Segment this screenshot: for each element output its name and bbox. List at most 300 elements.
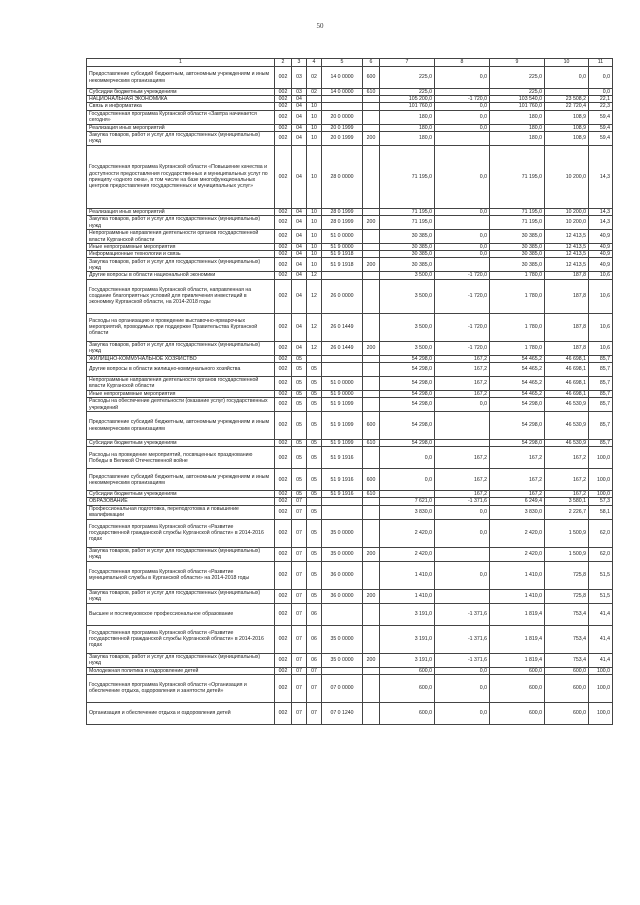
col-6-cell: [363, 447, 380, 469]
col-10-cell: 12 413,5: [545, 258, 589, 272]
col-2-cell: 002: [275, 272, 292, 279]
col-5-cell: 51 9 1918: [322, 258, 363, 272]
row-name: Закупка товаров, работ и услуг для государственных (муниципальных) нужд: [87, 258, 275, 272]
col-6-cell: [363, 124, 380, 131]
column-header: 6: [363, 59, 380, 67]
row-name: Субсидии бюджетным учреждениям: [87, 440, 275, 447]
col-9-cell: 30 385,0: [490, 230, 545, 244]
row-name: Высшее и послевузовское профессиональное образование: [87, 603, 275, 625]
row-name: Расходы на организацию и проведение выставочно-ярмарочных мероприятий, проводимых при поддержке Правительства Курганской области: [87, 313, 275, 341]
col-9-cell: 600,0: [490, 667, 545, 674]
col-8-cell: 0,0: [435, 67, 490, 89]
table-row: [87, 498, 613, 505]
table-row: [87, 131, 613, 145]
col-5-cell: 36 0 0000: [322, 561, 363, 589]
table-row: [87, 279, 613, 313]
col-4-cell: 05: [307, 469, 322, 491]
col-3-cell: 07: [292, 547, 307, 561]
col-2-cell: 002: [275, 674, 292, 702]
col-8-cell: -1 720,0: [435, 313, 490, 341]
col-11-cell: 10,6: [589, 272, 613, 279]
col-11-cell: 14,3: [589, 145, 613, 208]
col-7-cell: [380, 491, 435, 498]
col-6-cell: 610: [363, 440, 380, 447]
col-2-cell: 002: [275, 412, 292, 440]
col-3-cell: 05: [292, 355, 307, 362]
col-5-cell: 35 0 0000: [322, 547, 363, 561]
table-row: [87, 519, 613, 547]
col-3-cell: 03: [292, 89, 307, 96]
col-4-cell: 10: [307, 208, 322, 215]
col-6-cell: 200: [363, 653, 380, 667]
col-3-cell: 05: [292, 469, 307, 491]
col-10-cell: 0,0: [545, 67, 589, 89]
col-8-cell: -1 371,6: [435, 603, 490, 625]
row-name: Непрограммные направления деятельности органов государственной власти Курганской области: [87, 376, 275, 390]
col-8-cell: 0,0: [435, 124, 490, 131]
col-10-cell: 46 530,9: [545, 398, 589, 412]
row-name: Закупка товаров, работ и услуг для государственных (муниципальных) нужд: [87, 547, 275, 561]
row-name: ЖИЛИЩНО-КОММУНАЛЬНОЕ ХОЗЯЙСТВО: [87, 355, 275, 362]
col-10-cell: 753,4: [545, 625, 589, 653]
col-6-cell: [363, 96, 380, 103]
col-7-cell: 71 195,0: [380, 208, 435, 215]
col-4-cell: 12: [307, 272, 322, 279]
col-5-cell: 35 0 0000: [322, 625, 363, 653]
col-10-cell: 1 500,9: [545, 547, 589, 561]
col-5-cell: 36 0 0000: [322, 589, 363, 603]
col-4-cell: 05: [307, 440, 322, 447]
col-5-cell: 51 9 1916: [322, 469, 363, 491]
col-9-cell: 2 420,0: [490, 547, 545, 561]
col-9-cell: 54 298,0: [490, 412, 545, 440]
col-7-cell: 54 298,0: [380, 440, 435, 447]
row-name: Иные непрограммные мероприятия: [87, 244, 275, 251]
col-11-cell: 41,4: [589, 653, 613, 667]
col-5-cell: 07 0 0000: [322, 674, 363, 702]
col-3-cell: 07: [292, 674, 307, 702]
table-row: [87, 603, 613, 625]
col-4-cell: 06: [307, 653, 322, 667]
column-header: 10: [545, 59, 589, 67]
col-7-cell: 30 385,0: [380, 251, 435, 258]
col-4-cell: 10: [307, 103, 322, 110]
col-5-cell: 07 0 1240: [322, 702, 363, 724]
col-6-cell: [363, 625, 380, 653]
col-7-cell: 3 830,0: [380, 505, 435, 519]
col-2-cell: 002: [275, 561, 292, 589]
col-9-cell: 71 195,0: [490, 216, 545, 230]
col-10-cell: 46 698,1: [545, 376, 589, 390]
table-row: [87, 625, 613, 653]
col-4-cell: 05: [307, 589, 322, 603]
col-6-cell: [363, 313, 380, 341]
col-9-cell: 1 780,0: [490, 341, 545, 355]
col-10-cell: 108,9: [545, 124, 589, 131]
col-11-cell: 85,7: [589, 390, 613, 397]
col-6-cell: 610: [363, 491, 380, 498]
col-9-cell: 71 195,0: [490, 145, 545, 208]
col-6-cell: [363, 362, 380, 376]
col-3-cell: 05: [292, 440, 307, 447]
col-9-cell: 225,0: [490, 67, 545, 89]
col-4-cell: 05: [307, 505, 322, 519]
col-11-cell: 100,0: [589, 674, 613, 702]
table-row: [87, 313, 613, 341]
col-4-cell: 02: [307, 89, 322, 96]
col-8-cell: 167,2: [435, 447, 490, 469]
col-4-cell: 10: [307, 216, 322, 230]
col-11-cell: 85,7: [589, 376, 613, 390]
col-6-cell: 600: [363, 469, 380, 491]
col-5-cell: 51 9 1916: [322, 447, 363, 469]
table-row: [87, 376, 613, 390]
row-name: Непрограммные направления деятельности органов государственной власти Курганской области: [87, 230, 275, 244]
page-number: 50: [316, 22, 324, 30]
col-6-cell: [363, 376, 380, 390]
col-10-cell: 46 698,1: [545, 390, 589, 397]
col-8-cell: 167,2: [435, 469, 490, 491]
col-9-cell: 167,2: [490, 447, 545, 469]
col-3-cell: 04: [292, 244, 307, 251]
col-4-cell: 10: [307, 251, 322, 258]
table-row: [87, 447, 613, 469]
row-name: Связь и информатика: [87, 103, 275, 110]
row-name: Профессиональная подготовка, переподготовка и повышение квалификации: [87, 505, 275, 519]
col-11-cell: 59,4: [589, 124, 613, 131]
col-10-cell: 46 530,9: [545, 440, 589, 447]
col-9-cell: 71 195,0: [490, 208, 545, 215]
col-11-cell: 85,7: [589, 355, 613, 362]
row-name: Закупка товаров, работ и услуг для государственных (муниципальных) нужд: [87, 589, 275, 603]
col-2-cell: 002: [275, 547, 292, 561]
row-name: Закупка товаров, работ и услуг для государственных (муниципальных) нужд: [87, 653, 275, 667]
table-row: [87, 589, 613, 603]
col-5-cell: 51 9 1916: [322, 491, 363, 498]
col-5-cell: 14 0 0000: [322, 89, 363, 96]
table-row: [87, 124, 613, 131]
col-11-cell: 0,0: [589, 67, 613, 89]
col-8-cell: 167,2: [435, 491, 490, 498]
col-10-cell: 187,8: [545, 313, 589, 341]
col-9-cell: 54 465,2: [490, 355, 545, 362]
col-9-cell: 30 385,0: [490, 244, 545, 251]
col-11-cell: 58,1: [589, 505, 613, 519]
col-5-cell: 35 0 0000: [322, 519, 363, 547]
col-7-cell: 3 191,0: [380, 653, 435, 667]
col-8-cell: [435, 589, 490, 603]
col-6-cell: [363, 519, 380, 547]
col-5-cell: [322, 362, 363, 376]
col-7-cell: 3 500,0: [380, 313, 435, 341]
col-8-cell: 0,0: [435, 251, 490, 258]
col-3-cell: 07: [292, 603, 307, 625]
table-row: [87, 505, 613, 519]
col-5-cell: 51 0 0000: [322, 230, 363, 244]
col-3-cell: 07: [292, 505, 307, 519]
col-5-cell: 26 0 1449: [322, 313, 363, 341]
col-10-cell: 108,9: [545, 110, 589, 124]
col-7-cell: 180,0: [380, 124, 435, 131]
table-row: [87, 674, 613, 702]
col-2-cell: 002: [275, 667, 292, 674]
col-6-cell: 200: [363, 589, 380, 603]
col-4-cell: 05: [307, 412, 322, 440]
column-header: 7: [380, 59, 435, 67]
col-4-cell: 05: [307, 519, 322, 547]
col-5-cell: 51 9 1099: [322, 440, 363, 447]
col-3-cell: 07: [292, 519, 307, 547]
col-3-cell: 07: [292, 625, 307, 653]
col-2-cell: 002: [275, 313, 292, 341]
col-10-cell: 725,8: [545, 589, 589, 603]
col-8-cell: 0,0: [435, 110, 490, 124]
row-name: Закупка товаров, работ и услуг для государственных (муниципальных) нужд: [87, 216, 275, 230]
col-6-cell: [363, 398, 380, 412]
col-9-cell: 54 298,0: [490, 398, 545, 412]
col-9-cell: 1 780,0: [490, 272, 545, 279]
col-10-cell: 187,8: [545, 279, 589, 313]
col-2-cell: 002: [275, 505, 292, 519]
table-row: [87, 362, 613, 376]
col-4-cell: 10: [307, 131, 322, 145]
col-6-cell: [363, 561, 380, 589]
col-4-cell: 10: [307, 230, 322, 244]
col-6-cell: [363, 110, 380, 124]
col-9-cell: 1 410,0: [490, 589, 545, 603]
row-name: Другие вопросы в области национальной экономики: [87, 272, 275, 279]
col-7-cell: 1 410,0: [380, 589, 435, 603]
col-4-cell: 10: [307, 258, 322, 272]
col-9-cell: 1 819,4: [490, 603, 545, 625]
col-2-cell: 002: [275, 251, 292, 258]
col-11-cell: 22,3: [589, 103, 613, 110]
row-name: Молодежная политика и оздоровление детей: [87, 667, 275, 674]
col-2-cell: 002: [275, 390, 292, 397]
col-6-cell: [363, 702, 380, 724]
col-11-cell: 0,0: [589, 89, 613, 96]
col-11-cell: 40,9: [589, 244, 613, 251]
col-9-cell: 167,2: [490, 491, 545, 498]
col-11-cell: 85,7: [589, 362, 613, 376]
row-name: Государственная программа Курганской области «Развитие государственной гражданской службы Курганской области» в 2014-2016 годах: [87, 519, 275, 547]
col-9-cell: 2 420,0: [490, 519, 545, 547]
col-8-cell: 0,0: [435, 398, 490, 412]
col-3-cell: 04: [292, 124, 307, 131]
col-2-cell: 002: [275, 110, 292, 124]
col-3-cell: 07: [292, 498, 307, 505]
table-row: [87, 110, 613, 124]
col-11-cell: 85,7: [589, 440, 613, 447]
col-9-cell: 167,2: [490, 469, 545, 491]
col-6-cell: [363, 279, 380, 313]
row-name: Предоставление субсидий бюджетным, автономным учреждениям и иным некоммерческим организациям: [87, 67, 275, 89]
col-4-cell: 10: [307, 244, 322, 251]
col-8-cell: 0,0: [435, 103, 490, 110]
col-8-cell: 0,0: [435, 667, 490, 674]
col-10-cell: 600,0: [545, 667, 589, 674]
col-9-cell: 54 465,2: [490, 362, 545, 376]
col-6-cell: [363, 272, 380, 279]
col-5-cell: 20 0 1999: [322, 124, 363, 131]
table-body: [87, 67, 613, 725]
col-7-cell: 0,0: [380, 447, 435, 469]
row-name: Реализация иных мероприятий: [87, 208, 275, 215]
col-3-cell: 04: [292, 258, 307, 272]
col-4-cell: 05: [307, 398, 322, 412]
col-5-cell: 28 0 1999: [322, 216, 363, 230]
row-name: Организация и обеспечение отдыха и оздоровления детей: [87, 702, 275, 724]
col-11-cell: 40,9: [589, 251, 613, 258]
col-6-cell: 600: [363, 67, 380, 89]
col-2-cell: 002: [275, 145, 292, 208]
col-7-cell: 54 298,0: [380, 398, 435, 412]
col-10-cell: 46 530,9: [545, 412, 589, 440]
col-6-cell: [363, 145, 380, 208]
col-2-cell: 002: [275, 603, 292, 625]
col-4-cell: 07: [307, 667, 322, 674]
column-header: 3: [292, 59, 307, 67]
col-8-cell: 0,0: [435, 230, 490, 244]
row-name: Субсидии бюджетным учреждениям: [87, 89, 275, 96]
col-11-cell: 40,9: [589, 230, 613, 244]
col-8-cell: -1 371,6: [435, 625, 490, 653]
col-5-cell: 51 9 0000: [322, 390, 363, 397]
col-8-cell: [435, 131, 490, 145]
col-3-cell: 07: [292, 667, 307, 674]
col-9-cell: 101 760,0: [490, 103, 545, 110]
col-6-cell: [363, 251, 380, 258]
col-11-cell: 59,4: [589, 131, 613, 145]
col-6-cell: 610: [363, 89, 380, 96]
table-row: [87, 469, 613, 491]
col-2-cell: 002: [275, 355, 292, 362]
col-4-cell: [307, 355, 322, 362]
col-8-cell: [435, 216, 490, 230]
col-8-cell: -1 371,6: [435, 653, 490, 667]
table-row: [87, 355, 613, 362]
table-header-row: [87, 59, 613, 67]
col-2-cell: 002: [275, 67, 292, 89]
col-2-cell: 002: [275, 208, 292, 215]
col-11-cell: 62,0: [589, 519, 613, 547]
col-3-cell: 05: [292, 491, 307, 498]
col-10-cell: 600,0: [545, 702, 589, 724]
row-name: Закупка товаров, работ и услуг для государственных (муниципальных) нужд: [87, 131, 275, 145]
col-11-cell: 10,6: [589, 313, 613, 341]
col-2-cell: 002: [275, 589, 292, 603]
col-3-cell: 04: [292, 341, 307, 355]
table-row: [87, 412, 613, 440]
col-11-cell: 100,0: [589, 469, 613, 491]
col-8-cell: 0,0: [435, 674, 490, 702]
col-5-cell: 26 0 0000: [322, 279, 363, 313]
col-7-cell: 225,0: [380, 89, 435, 96]
col-9-cell: 3 830,0: [490, 505, 545, 519]
col-4-cell: 06: [307, 603, 322, 625]
row-name: Государственная программа Курганской области «Завтра начинается сегодня»: [87, 110, 275, 124]
row-name: Другие вопросы в области жилищно-коммунального хозяйства: [87, 362, 275, 376]
col-10-cell: 753,4: [545, 603, 589, 625]
col-3-cell: 05: [292, 390, 307, 397]
row-name: НАЦИОНАЛЬНАЯ ЭКОНОМИКА: [87, 96, 275, 103]
col-2-cell: 002: [275, 653, 292, 667]
column-header: 4: [307, 59, 322, 67]
col-7-cell: 600,0: [380, 702, 435, 724]
col-8-cell: 0,0: [435, 561, 490, 589]
table-row: [87, 216, 613, 230]
col-4-cell: 05: [307, 447, 322, 469]
col-3-cell: 04: [292, 251, 307, 258]
col-3-cell: 04: [292, 272, 307, 279]
col-7-cell: 0,0: [380, 469, 435, 491]
col-9-cell: 54 465,2: [490, 390, 545, 397]
col-5-cell: 26 0 1449: [322, 341, 363, 355]
col-5-cell: 20 0 0000: [322, 110, 363, 124]
table-row: [87, 103, 613, 110]
col-5-cell: [322, 505, 363, 519]
col-4-cell: 10: [307, 110, 322, 124]
row-name: Государственная программа Курганской области «Организация и обеспечение отдыха, оздоровления и занятости детей»: [87, 674, 275, 702]
col-11-cell: 100,0: [589, 491, 613, 498]
col-6-cell: [363, 355, 380, 362]
col-5-cell: 28 0 1999: [322, 208, 363, 215]
col-5-cell: 51 9 1099: [322, 412, 363, 440]
col-7-cell: 54 298,0: [380, 355, 435, 362]
col-7-cell: 3 500,0: [380, 279, 435, 313]
col-2-cell: 002: [275, 258, 292, 272]
col-7-cell: 3 191,0: [380, 625, 435, 653]
col-5-cell: [322, 103, 363, 110]
col-7-cell: 105 200,0: [380, 96, 435, 103]
table-row: [87, 145, 613, 208]
col-9-cell: 180,0: [490, 131, 545, 145]
col-4-cell: 02: [307, 67, 322, 89]
col-8-cell: [435, 547, 490, 561]
col-6-cell: 200: [363, 258, 380, 272]
col-6-cell: 200: [363, 547, 380, 561]
col-6-cell: [363, 390, 380, 397]
column-header: 11: [589, 59, 613, 67]
col-8-cell: -1 720,0: [435, 341, 490, 355]
col-3-cell: 05: [292, 412, 307, 440]
col-5-cell: 51 9 1918: [322, 251, 363, 258]
col-6-cell: [363, 505, 380, 519]
table-row: [87, 390, 613, 397]
col-6-cell: 200: [363, 341, 380, 355]
col-11-cell: 41,4: [589, 603, 613, 625]
col-11-cell: 40,9: [589, 258, 613, 272]
col-6-cell: [363, 674, 380, 702]
col-9-cell: 54 298,0: [490, 440, 545, 447]
col-8-cell: -1 371,6: [435, 498, 490, 505]
row-name: Государственная программа Курганской области «Развитие муниципальной службы в Курганской области» на 2014-2018 годы: [87, 561, 275, 589]
col-7-cell: 3 500,0: [380, 272, 435, 279]
col-2-cell: 002: [275, 230, 292, 244]
row-name: Иные непрограммные мероприятия: [87, 390, 275, 397]
row-name: Государственная программа Курганской области «Развитие государственной гражданской службы Курганской области» в 2014-2016 годах: [87, 625, 275, 653]
col-10-cell: 10 200,0: [545, 145, 589, 208]
col-11-cell: 100,0: [589, 447, 613, 469]
col-8-cell: 0,0: [435, 244, 490, 251]
col-9-cell: 225,0: [490, 89, 545, 96]
col-7-cell: 180,0: [380, 131, 435, 145]
col-4-cell: 12: [307, 313, 322, 341]
col-4-cell: 07: [307, 674, 322, 702]
col-5-cell: [322, 96, 363, 103]
col-8-cell: 167,2: [435, 362, 490, 376]
col-10-cell: 108,9: [545, 131, 589, 145]
